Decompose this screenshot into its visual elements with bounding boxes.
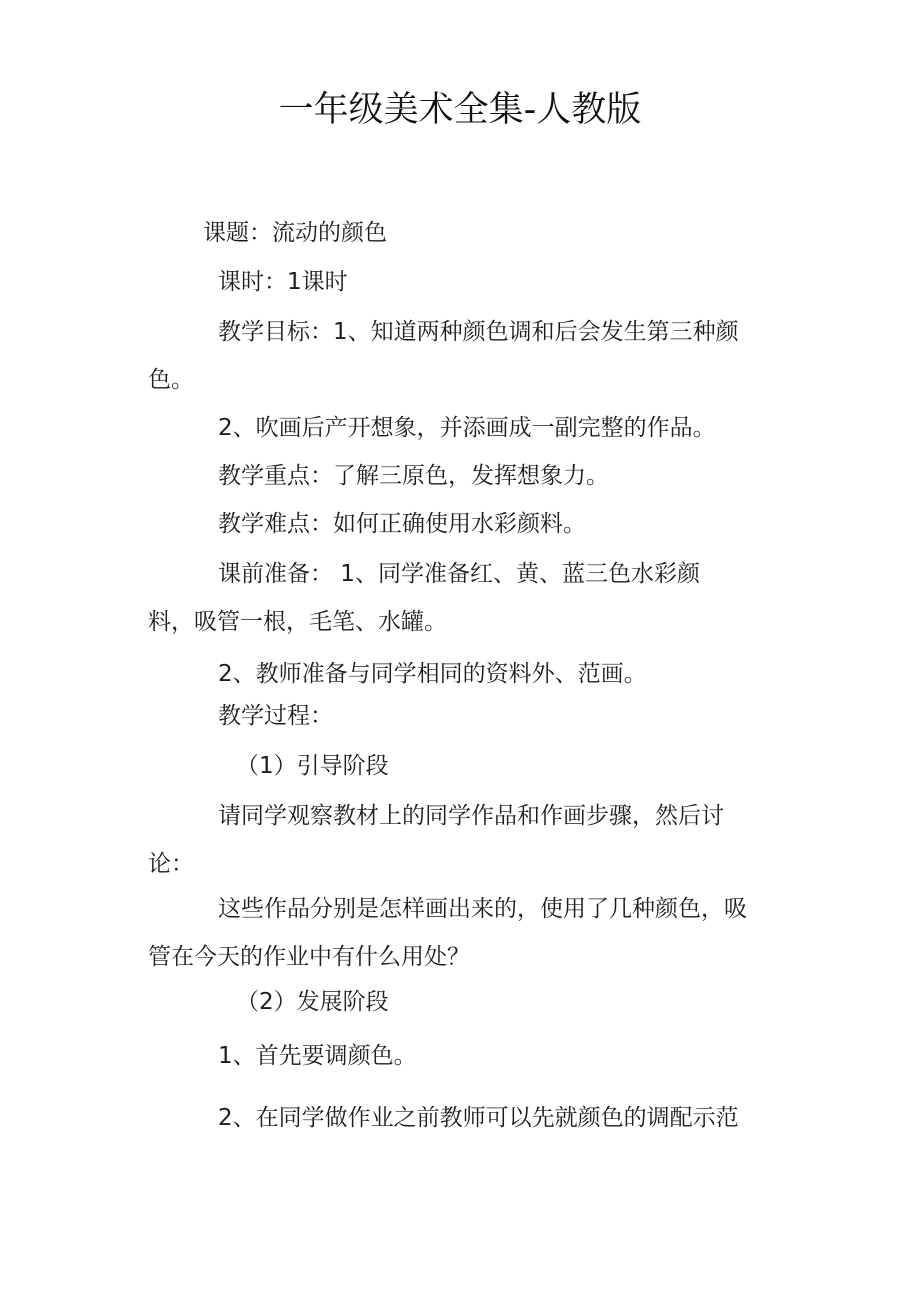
text-line-process-heading: 教学过程： xyxy=(218,703,333,729)
text-line-stage-1: （1）引导阶段 xyxy=(236,753,389,779)
text-line-objective-1: 教学目标：1、知道两种颜色调和后会发生第三种颜 xyxy=(218,319,739,345)
text-line-question: 这些作品分别是怎样画出来的，使用了几种颜色，吸 xyxy=(218,896,747,922)
text-line-step-1: 1、首先要调颜色。 xyxy=(218,1043,417,1069)
text-line-question-cont: 管在今天的作业中有什么用处？ xyxy=(148,944,470,970)
text-line-topic: 课题：流动的颜色 xyxy=(203,220,387,246)
text-line-objective-1-cont: 色。 xyxy=(148,367,194,393)
text-line-preparation-1: 课前准备： 1、同学准备红、黄、蓝三色水彩颜 xyxy=(218,561,700,587)
text-line-duration: 课时：1课时 xyxy=(218,269,348,295)
document-title: 一年级美术全集-人教版 xyxy=(278,90,642,130)
text-line-preparation-1-cont: 料，吸管一根，毛笔、水罐。 xyxy=(148,609,447,635)
text-line-objective-2: 2、吹画后产开想象，并添画成一副完整的作品。 xyxy=(218,415,716,441)
text-line-stage-1-body-cont: 论： xyxy=(148,851,194,877)
text-line-step-2: 2、在同学做作业之前教师可以先就颜色的调配示范 xyxy=(218,1105,739,1131)
text-line-stage-2: （2）发展阶段 xyxy=(236,989,389,1015)
text-line-key-point: 教学重点：了解三原色，发挥想象力。 xyxy=(218,463,609,489)
text-line-stage-1-body: 请同学观察教材上的同学作品和作画步骤，然后讨 xyxy=(218,803,724,829)
text-line-difficulty: 教学难点：如何正确使用水彩颜料。 xyxy=(218,511,586,537)
text-line-preparation-2: 2、教师准备与同学相同的资料外、范画。 xyxy=(218,661,647,687)
